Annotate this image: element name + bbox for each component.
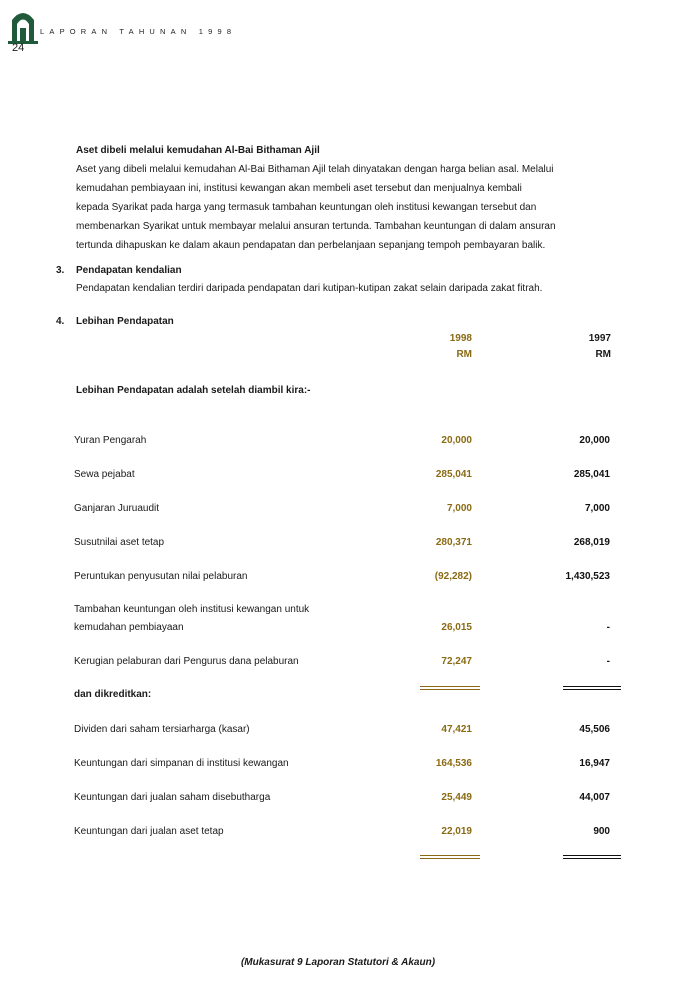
table-cell-1998: 22,019	[441, 826, 472, 837]
asset-section-title: Aset dibeli melalui kemudahan Al-Bai Bithaman Ajil	[76, 145, 320, 156]
table-cell-1998: 7,000	[446, 503, 472, 514]
table-cell-1997: 45,506	[579, 724, 610, 735]
table-cell-1997: 20,000	[579, 435, 610, 446]
table-cell-1998: 25,449	[441, 792, 472, 803]
table-cell-1997: 16,947	[579, 758, 610, 769]
table-row-label-line: kemudahan pembiayaan	[74, 622, 184, 633]
section-3-number: 3.	[56, 265, 65, 276]
column-header-1998-year: 1998	[449, 333, 472, 344]
table-cell-1998: 164,536	[435, 758, 472, 769]
table-row-label-line: Tambahan keuntungan oleh institusi kewangan untuk	[74, 604, 310, 615]
table-row-label: Susutnilai aset tetap	[74, 537, 165, 548]
table-cell-1997: 900	[593, 826, 610, 837]
table-cell-1997: -	[606, 622, 610, 633]
table-row-label: Keuntungan dari jualan saham disebutharga	[74, 792, 271, 803]
section-4-subtitle: Lebihan Pendapatan adalah setelah diambil kira:-	[76, 385, 311, 396]
double-underline-1998	[420, 686, 480, 690]
page-footer: (Mukasurat 9 Laporan Statutori & Akaun)	[240, 957, 436, 968]
table-row-label: Yuran Pengarah	[74, 435, 147, 446]
paragraph-line: kemudahan pembiayaan ini, institusi kewangan akan membeli aset tersebut dan menjualnya kembali	[76, 183, 522, 194]
table-cell-1998: 20,000	[441, 435, 472, 446]
table-row-label: Kerugian pelaburan dari Pengurus dana pelaburan	[74, 656, 299, 667]
table-cell-1997: 268,019	[573, 537, 610, 548]
paragraph-line: Aset yang dibeli melalui kemudahan Al-Bai Bithaman Ajil telah dinyatakan dengan harga belian asal. Melalui	[76, 164, 554, 175]
table-cell-1998: 285,041	[435, 469, 472, 480]
section-4-number: 4.	[56, 316, 65, 327]
table-cell-1997: -	[606, 656, 610, 667]
table-row-label: Keuntungan dari simpanan di institusi kewangan	[74, 758, 289, 769]
table-cell-1998: 280,371	[435, 537, 472, 548]
paragraph-line: membenarkan Syarikat untuk membayar melalui ansuran tertunda. Tambahan keuntungan di dalam ansuran	[76, 221, 556, 232]
column-header-1998-unit: RM	[456, 349, 472, 360]
double-underline-1998	[420, 855, 480, 859]
asset-section-paragraph	[76, 160, 644, 255]
table-row-label: Peruntukan penyusutan nilai pelaburan	[74, 571, 248, 582]
organization-logo-icon	[8, 6, 38, 44]
column-header-1997-unit: RM	[595, 349, 611, 360]
table-row-label: Keuntungan dari jualan aset tetap	[74, 826, 224, 837]
section-4-title: Lebihan Pendapatan	[76, 316, 174, 327]
paragraph-line: kepada Syarikat pada harga yang termasuk tambahan keuntungan oleh institusi kewangan tersebut dan	[76, 202, 537, 213]
table-cell-1997: 7,000	[584, 503, 610, 514]
table-row-label: Dividen dari saham tersiarharga (kasar)	[74, 724, 250, 735]
paragraph-line: tertunda dihapuskan ke dalam akaun pendapatan dan perbelanjaan sepanjang tempoh pembayaran balik.	[76, 240, 546, 251]
section-3-text: Pendapatan kendalian terdiri daripada pendapatan dari kutipan-kutipan zakat selain daripada zakat fitrah.	[76, 283, 543, 294]
table-cell-1997: 285,041	[573, 469, 610, 480]
double-underline-1997	[563, 855, 621, 859]
table-cell-1998: (92,282)	[434, 571, 472, 582]
column-header-1997-year: 1997	[588, 333, 611, 344]
table-cell-1997: 44,007	[579, 792, 610, 803]
table-cell-1998: 26,015	[441, 622, 472, 633]
table-row-label: Sewa pejabat	[74, 469, 135, 480]
page-number: 24	[12, 42, 25, 54]
report-header-title: LAPORAN TAHUNAN 1998	[40, 27, 237, 36]
table-cell-1998: 72,247	[441, 656, 472, 667]
credited-section-title: dan dikreditkan:	[74, 689, 152, 700]
table-cell-1998: 47,421	[441, 724, 472, 735]
double-underline-1997	[563, 686, 621, 690]
table-cell-1997: 1,430,523	[565, 571, 610, 582]
table-row-label: Ganjaran Juruaudit	[74, 503, 160, 514]
section-3-title: Pendapatan kendalian	[76, 265, 182, 276]
